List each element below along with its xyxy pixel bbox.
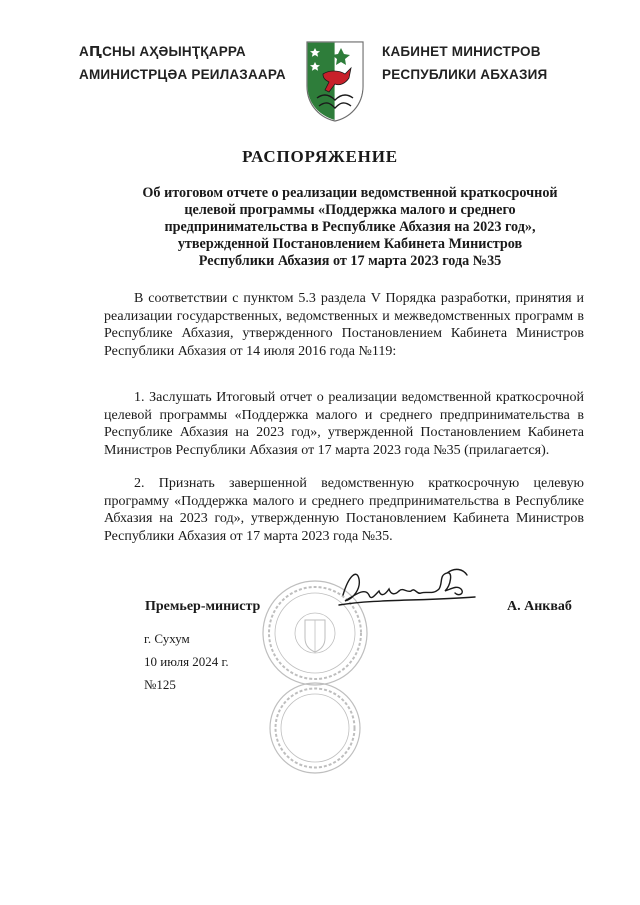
signatory-name: А. Анкваб — [507, 599, 572, 614]
clause-1-paragraph: 1. Заслушать Итоговый отчет о реализации ведомственной краткосрочной целевой программы «Поддержка малого и среднего предпринимательства в Республике Абхазия на 2023 год», утвержденной Постановлением Кабинета Министров Республики Абхазия от 17 марта 2023 года №35 (прилагается). — [104, 390, 584, 459]
header-left-line-1: АԤСНЫ АҲӘЫНҬҚАРРА — [79, 44, 246, 59]
header-right — [382, 40, 572, 86]
header-right-line-1: КАБИНЕТ МИНИСТРОВ — [382, 44, 541, 59]
header-left — [79, 40, 289, 86]
issue-date: 10 июля 2024 г. — [144, 654, 229, 669]
handwritten-signature — [335, 565, 480, 625]
coat-of-arms-icon — [305, 40, 365, 122]
subject-line-1: Об итоговом отчете о реализации ведомственной краткосрочной — [142, 185, 558, 201]
subject-line-5: Республики Абхазия от 17 марта 2023 года №35 — [198, 253, 502, 269]
document-number: №125 — [144, 677, 176, 692]
subject-line-4: утвержденной Постановлением Кабинета Министров — [177, 236, 523, 252]
preamble-paragraph: В соответствии с пунктом 5.3 раздела V Порядка разработки, принятия и реализации государственных, ведомственных и межведомственных программ в Республике Абхазия, утвержденного Постановлением Кабинета Министров Республики Абхазия от 14 июля 2016 года №119: — [104, 291, 584, 360]
header-left-line-2: АМИНИСТРЦӘА РЕИЛАЗААРА — [79, 67, 286, 82]
issue-city: г. Сухум — [144, 631, 190, 646]
clause-2-paragraph: 2. Признать завершенной ведомственную краткосрочную целевую программу «Поддержка малого и среднего предпринимательства в Республике Абхазия на 2023 год», утвержденную Постановлением Кабинета Министров Республики Абхазия от 17 марта 2023 года №35. — [104, 476, 584, 545]
header-right-line-2: РЕСПУБЛИКИ АБХАЗИЯ — [382, 67, 548, 82]
subject-line-3: предпринимательства в Республике Абхазия на 2023 год», — [164, 219, 536, 235]
document-subject — [125, 185, 575, 270]
document-title: РАСПОРЯЖЕНИЕ — [242, 147, 398, 166]
subject-line-2: целевой программы «Поддержка малого и среднего — [184, 202, 516, 218]
signatory-role: Премьер-министр — [145, 599, 261, 614]
